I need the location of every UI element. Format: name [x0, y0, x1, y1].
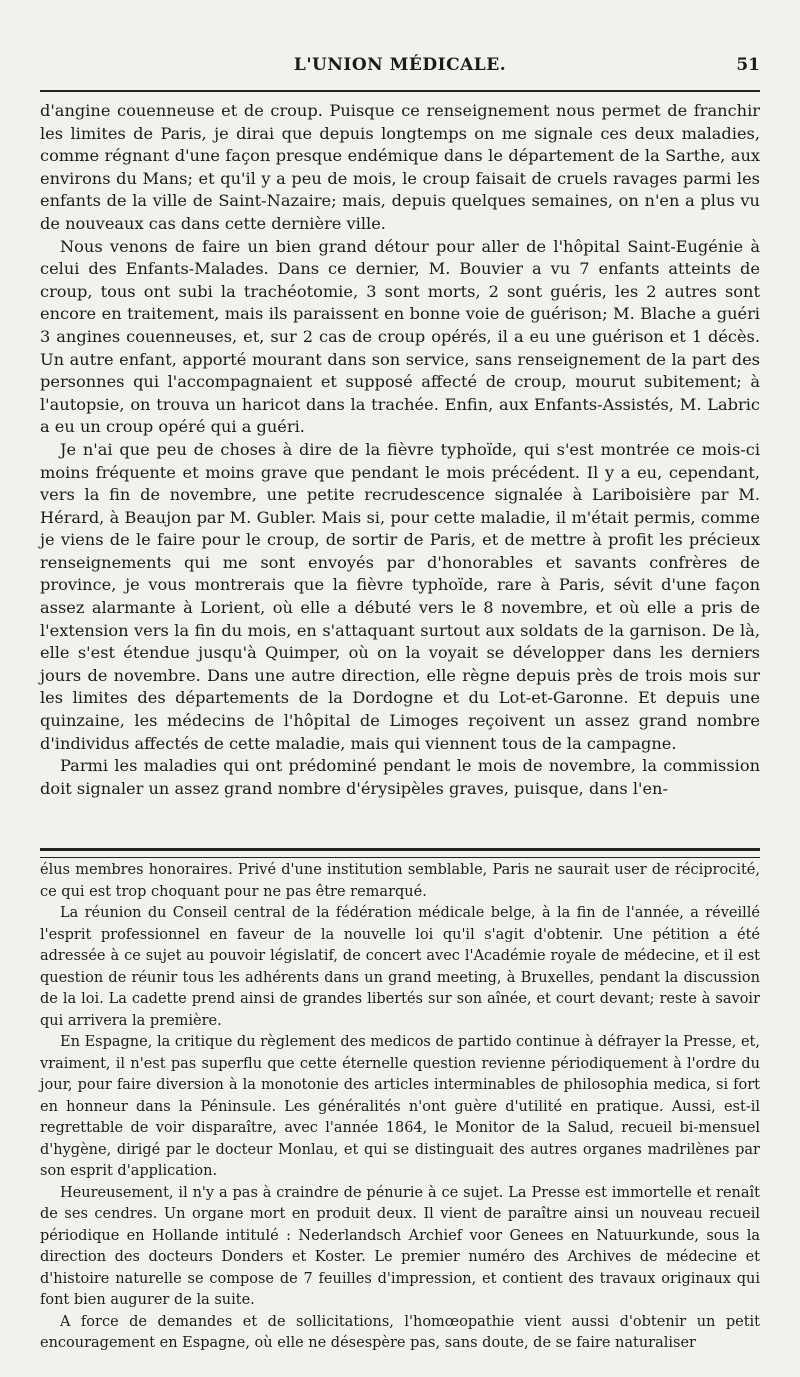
- feuilleton-paragraph: A force de demandes et de sollicitations, l'homœopathie vient aussi d'obtenir un petit encouragement en Espagne, où elle ne désespère pas, sans doute, de se faire naturaliser: [40, 1313, 760, 1351]
- main-paragraph: Parmi les maladies qui ont prédominé pendant le mois de novembre, la commission doit signaler un assez grand nombre d'érysipèles graves, puisque, dans l'en-: [40, 756, 760, 798]
- journal-title: L'UNION MÉDICALE.: [293, 55, 507, 75]
- feuilleton-paragraph: La réunion du Conseil central de la fédération médicale belge, à la fin de l'année, a réveillé l'esprit professionnel en faveur de la nouvelle loi qu'il s'agit d'obtenir. Une pétition a été adressée à ce sujet au pouvoir législatif, de concert avec l'Académie royale de médecine, et il est question de réunir tous les adhérents dans un grand meeting, à Bruxelles, pendant la discussion de la loi. La cadette prend ainsi de grandes libertés sur son aînée, et court devant; reste à savoir qui arrivera la première.: [40, 905, 760, 1029]
- feuilleton-section: [40, 860, 760, 1355]
- feuilleton-paragraph: En Espagne, la critique du règlement des medicos de partido continue à défrayer la Presse, et, vraiment, il n'est pas superflu que cette éternelle question revienne périodiquement à l'ordre du jour, pour faire diversion à la monotonie des articles interminables de philosophia medica, si fort en honneur dans la Péninsule. Les généralités n'ont guère d'utilité en pratique. Aussi, est-il regrettable de voir disparaître, avec l'année 1864, le Monitor de la Salud, recueil bi-mensuel d'hygène, dirigé par le docteur Monlau, et qui se distinguait des autres organes madrilènes par son esprit d'application.: [40, 1034, 760, 1179]
- feuilleton-divider: [40, 848, 760, 858]
- header-rule: [40, 90, 760, 92]
- main-article: [40, 100, 760, 800]
- main-paragraph: Nous venons de faire un bien grand détour pour aller de l'hôpital Saint-Eugénie à celui des Enfants-Malades. Dans ce dernier, M. Bouvier a vu 7 enfants atteints de croup, tous ont subi la trachéotomie, 3 sont morts, 2 sont guéris, les 2 autres sont encore en traitement, mais ils paraissent en bonne voie de guérison; M. Blache a guéri 3 angines couenneuses, et, sur 2 cas de croup opérés, il a eu une guérison et 1 décès. Un autre enfant, apporté mourant dans son service, sans renseignement de la part des personnes qui l'accompagnaient et supposé affecté de croup, mourut subitement; à l'autopsie, on trouva un haricot dans la trachée. Enfin, aux Enfants-Assistés, M. Labric a eu un croup opéré qui a guéri.: [40, 236, 760, 437]
- main-paragraph: d'angine couenneuse et de croup. Puisque ce renseignement nous permet de franchir les limites de Paris, je dirai que depuis longtemps on me signale ces deux maladies, comme régnant d'une façon presque endémique dans le département de la Sarthe, aux environs du Mans; et qu'il y a peu de mois, le croup faisait de cruels ravages parmi les enfants de la ville de Saint-Nazaire; mais, depuis quelques semaines, on n'en a plus vu de nouveaux cas dans cette dernière ville.: [40, 101, 760, 233]
- page-number: 51: [736, 55, 760, 75]
- main-paragraph: Je n'ai que peu de choses à dire de la fièvre typhoïde, qui s'est montrée ce mois-ci moins fréquente et moins grave que pendant le mois précédent. Il y a eu, cependant, vers la fin de novembre, une petite recrudescence signalée à Lariboisière par M. Hérard, à Beaujon par M. Gubler. Mais si, pour cette maladie, il m'était permis, comme je viens de le faire pour le croup, de sortir de Paris, et de mettre à profit les précieux renseignements qui me sont envoyés par d'honorables et savants confrères de province, je vous montrerais que la fièvre typhoïde, rare à Paris, sévit d'une façon assez alarmante à Lorient, où elle a débuté vers le 8 novembre, et où elle a pris de l'extension vers la fin du mois, en s'attaquant surtout aux soldats de la garnison. De là, elle s'est étendue jusqu'à Quimper, où on la voyait se développer dans les derniers jours de novembre. Dans une autre direction, elle règne depuis près de trois mois sur les limites des départements de la Dordogne et du Lot-et-Garonne. Et depuis une quinzaine, les médecins de l'hôpital de Limoges reçoivent un assez grand nombre d'individus affectés de cette maladie, mais qui viennent tous de la campagne.: [40, 439, 760, 753]
- feuilleton-paragraph: Heureusement, il n'y a pas à craindre de pénurie à ce sujet. La Presse est immortelle et renaît de ses cendres. Un organe mort en produit deux. Il vient de paraître ainsi un nouveau recueil périodique en Hollande intitulé : Nederlandsch Archief voor Genees en Natuurkunde, sous la direction des docteurs Donders et Koster. Le premier numéro des Archives de médecine et d'histoire naturelle se compose de 7 feuilles d'impression, et contient des travaux originaux qui font bien augurer de la suite.: [40, 1184, 760, 1308]
- feuilleton-paragraph: élus membres honoraires. Privé d'une institution semblable, Paris ne saurait user de réciprocité, ce qui est trop choquant pour ne pas être remarqué.: [40, 862, 760, 900]
- page-header: [40, 55, 760, 85]
